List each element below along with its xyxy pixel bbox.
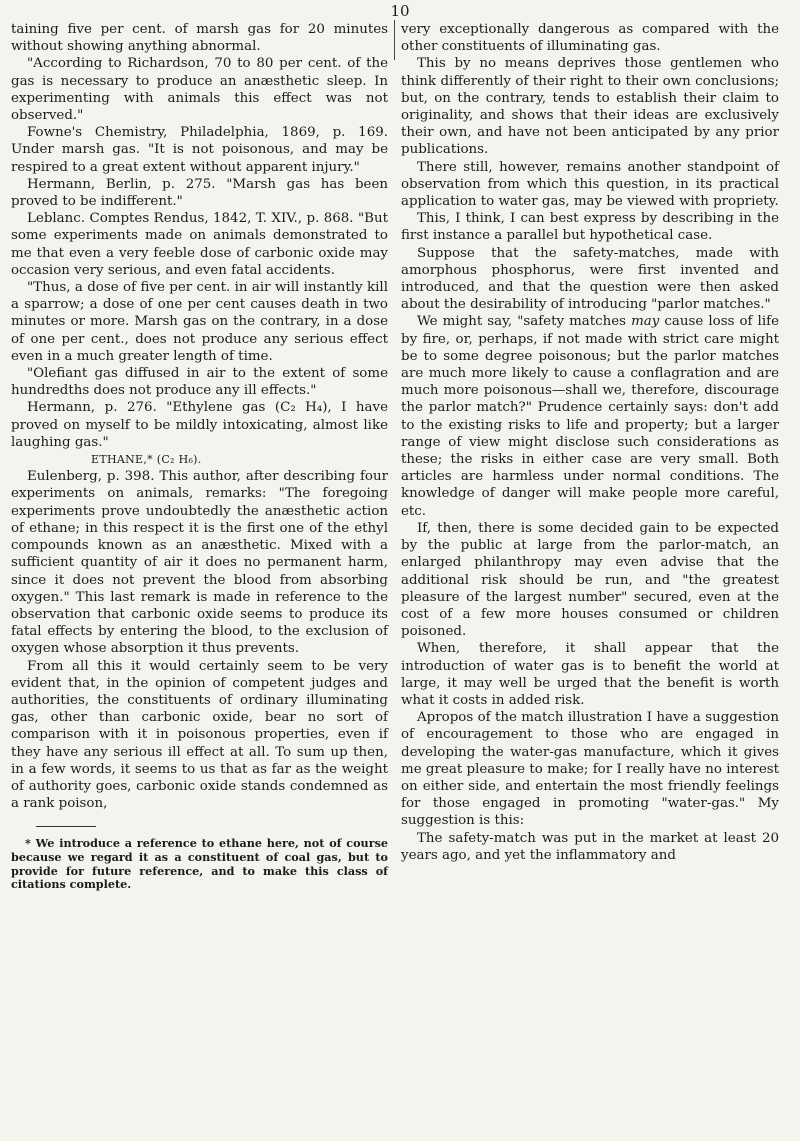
paragraph: There still, however, remains another standpoint of observation from which this question, in its practical application to water gas, may be viewed with propriety. bbox=[401, 159, 779, 210]
paragraph: "Thus, a dose of five per cent. in air will instantly kill a sparrow; a dose of one per cent causes death in two minutes or more. Marsh gas on the contrary, in a dose of one per cent., does not produce any serious effect even in a much greater length of time. bbox=[11, 280, 388, 364]
paragraph bbox=[401, 313, 779, 519]
right-column bbox=[401, 21, 779, 864]
ethane-heading: ETHANE,* (C₂ H₆). bbox=[91, 453, 202, 467]
paragraph: The safety-match was put in the market at least 20 years ago, and yet the inflammatory and bbox=[401, 830, 779, 863]
left-column bbox=[11, 21, 388, 892]
paragraph: "According to Richardson, 70 to 80 per cent. of the gas is necessary to produce an anæsthetic sleep. In experimenting with animals this effect was not observed." bbox=[11, 56, 388, 124]
footnote bbox=[11, 837, 388, 891]
footnote-text: * We introduce a reference to ethane here, not of course because we regard it as a constituent of coal gas, but to provide for future reference, and to make this class of citations complete. bbox=[11, 836, 388, 892]
section-heading bbox=[11, 451, 388, 468]
paragraph: very exceptionally dangerous as compared with the other constituents of illuminating gas. bbox=[401, 22, 779, 55]
page-number: 10 bbox=[390, 2, 410, 20]
paragraph: This, I think, I can best express by describing in the first instance a parallel but hypothetical case. bbox=[401, 211, 779, 244]
paragraph: Fowne's Chemistry, Philadelphia, 1869, p. 169. Under marsh gas. "It is not poisonous, and may be respired to a great extent without apparent injury." bbox=[11, 125, 388, 175]
paragraph: If, then, there is some decided gain to be expected by the public at large from the parlor-match, an enlarged philanthropy may even advise that the additional risk should be run, and "the greatest pleasure of the largest number" secured, even at the cost of a few more houses consumed or children poisoned. bbox=[401, 520, 779, 640]
column-divider bbox=[394, 20, 395, 60]
paragraph: Eulenberg, p. 398. This author, after describing four experiments on animals, remarks: "The foregoing experiments prove undoubtedly the anæsthetic action of ethane; in this respect it is the first one of the ethyl compounds known as an anæsthetic. Mixed with a sufficient quantity of air it does no permanent harm, since it does not prevent the blood from absorbing oxygen." This last remark is made in reference to the observation that carbonic oxide seems to produce its fatal effects by entering the blood, to the exclusion of oxygen whose absorption it thus prevents. bbox=[11, 469, 388, 657]
emphasis: may bbox=[631, 314, 660, 330]
paragraph: When, therefore, it shall appear that the introduction of water gas is to benefit the world at large, it may well be urged that the benefit is worth what it costs in added risk. bbox=[401, 641, 779, 708]
paragraph: taining five per cent. of marsh gas for 20 minutes without showing anything abnormal. bbox=[11, 22, 388, 55]
text-run: We might say, "safety matches bbox=[417, 314, 632, 330]
paragraph: "Olefiant gas diffused in air to the extent of some hundredths does not produce any ill effects." bbox=[11, 366, 388, 399]
paragraph: Hermann, Berlin, p. 275. "Marsh gas has been proved to be indifferent." bbox=[11, 176, 388, 210]
paragraph: This by no means deprives those gentlemen who think differently of their right to their own conclusions; but, on the contrary, tends to establish their claim to originality, and shows that their ideas are exclusively their own, and have not been anticipated by any prior publications. bbox=[401, 56, 779, 158]
paragraph: Apropos of the match illustration I have a suggestion of encouragement to those who are engaged in developing the water-gas manufacture, which it gives me great pleasure to make; for I really have no interest on either side, and entertain the most friendly feelings for those engaged in promoting "water-gas." My suggestion is this: bbox=[401, 710, 779, 829]
text-run: cause loss of life by fire, or, perhaps, if not made with strict care might be to some degree poisonous; but the parlor matches are much more likely to cause a conflagration and are much more poisonous—shall we, therefore, discourage the parlor match?" Prudence certainly says: don't add to the existing risks to life and property; but a larger range of view might disclose such considerations as these; the risks in either case are very small. Both articles are harmless under normal conditions. The knowledge of danger will make people more careful, etc. bbox=[401, 314, 780, 519]
paragraph: From all this it would certainly seem to be very evident that, in the opinion of competent judges and authorities, the constituents of ordinary illuminating gas, other than carbonic oxide, bear no sort of comparison with it in poisonous properties, even if they have any serious ill effect at all. To sum up then, in a few words, it seems to us that as far as the weight of authority goes, carbonic oxide stands condemned as a rank poison, bbox=[11, 658, 388, 812]
paragraph: Suppose that the safety-matches, made with amorphous phosphorus, were first invented and introduced, and that the question were then asked about the desirability of introducing "parlor matches." bbox=[401, 245, 779, 313]
paragraph: Leblanc. Comptes Rendus, 1842, T. XIV., p. 868. "But some experiments made on animals demonstrated to me that even a very feeble dose of carbonic oxide may occasion very serious, and even fatal accidents. bbox=[11, 211, 388, 278]
footnote-rule bbox=[36, 826, 96, 827]
paragraph: Hermann, p. 276. "Ethylene gas (C₂ H₄), I have proved on myself to be mildly intoxicating, almost like laughing gas." bbox=[11, 400, 388, 450]
